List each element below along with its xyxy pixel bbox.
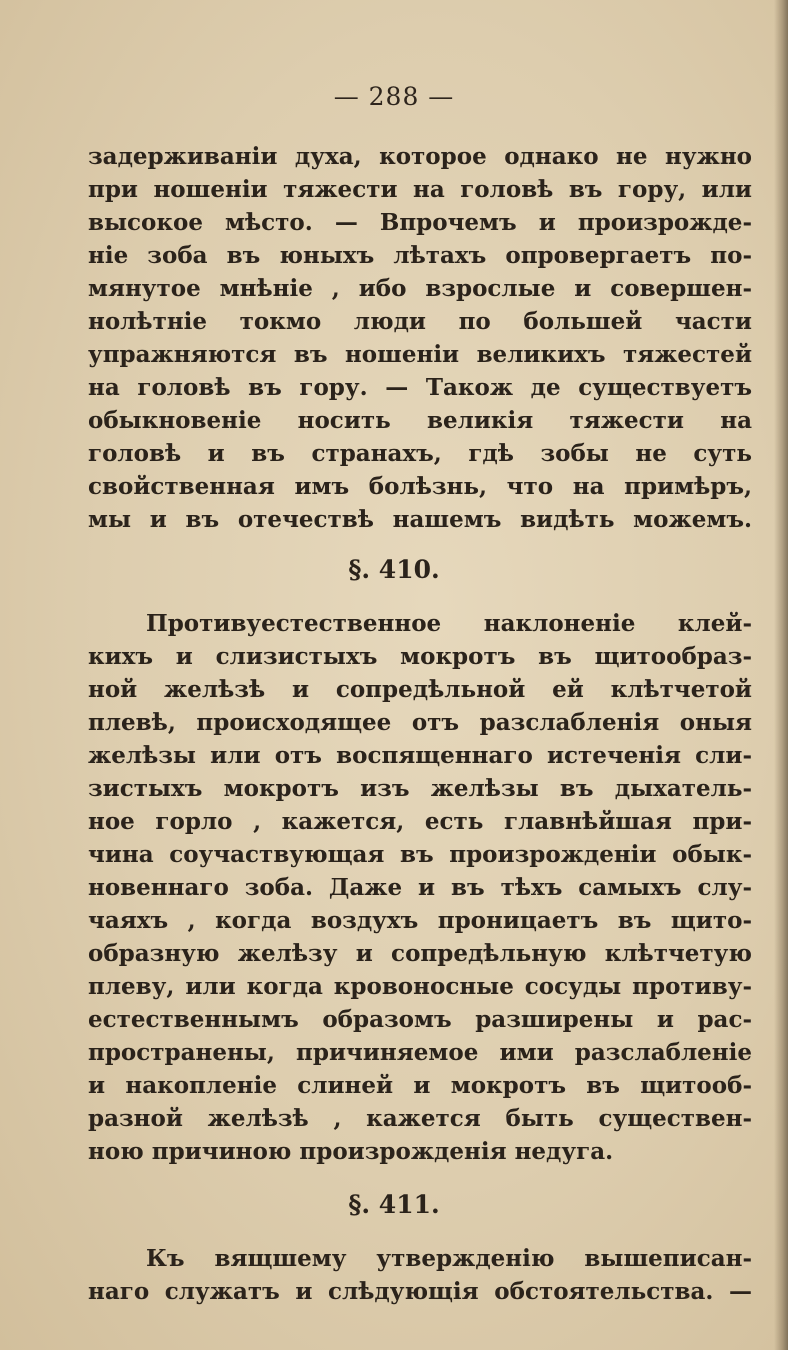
paragraph-411 [88,1242,752,1308]
text-line: плевѣ, происходящее отъ разслабленія оныя [88,709,752,736]
page-edge-shadow [774,0,788,1350]
text-line: плеву, или когда кровоносные сосуды противу- [88,973,752,1000]
text-line: чина соучаствующая въ произрожденіи обык- [88,841,752,868]
paragraph-410 [88,607,752,1168]
text-line: задерживаніи духа, которое однако не нужно [88,143,752,170]
text-line: разной желѣзѣ , кажется быть существен- [88,1105,752,1132]
section-heading-410: §. 410. [348,555,440,584]
text-line: желѣзы или отъ воспященнаго истеченія сли- [88,742,752,769]
text-line: пространены, причиняемое ими разслабленіе [88,1039,752,1066]
paragraph-top [88,140,752,536]
text-line: ною причиною произрожденія недуга. [88,1138,614,1165]
text-line: нолѣтніе токмо люди по большей части [88,308,752,335]
text-line: и накопленіе слиней и мокротъ въ щитооб- [88,1072,752,1099]
text-line: ной желѣзѣ и сопредѣльной ей клѣтчетой [88,676,752,703]
text-line: упражняются въ ношеніи великихъ тяжестей [88,341,752,368]
text-line: головѣ и въ странахъ, гдѣ зобы не суть [88,440,752,467]
text-line: кихъ и слизистыхъ мокротъ въ щитообраз- [88,643,752,670]
text-line: при ношеніи тяжести на головѣ въ гору, или [88,176,752,203]
text-line: ное горло , кажется, есть главнѣйшая при- [88,808,752,835]
text-line: Противуестественное наклоненіе клей- [146,610,752,637]
text-line: образную желѣзу и сопредѣльную клѣтчетую [88,940,752,967]
text-line: естественнымъ образомъ разширены и рас- [88,1006,752,1033]
text-line: свойственная имъ болѣзнь, что на примѣръ, [88,473,752,500]
text-line: ніе зоба въ юныхъ лѣтахъ опровергаетъ по- [88,242,752,269]
text-line: на головѣ въ гору. — Також де существуетъ [88,374,752,401]
text-line: новеннаго зоба. Даже и въ тѣхъ самыхъ слу- [88,874,752,901]
text-line: мы и въ отечествѣ нашемъ видѣть можемъ. [88,506,752,533]
section-heading-411: §. 411. [348,1190,440,1219]
text-line: Къ вящшему утвержденію вышеписан- [146,1245,752,1272]
text-line: обыкновеніе носить великія тяжести на [88,407,752,434]
text-line: высокое мѣсто. — Впрочемъ и произрожде- [88,209,752,236]
text-line: наго служатъ и слѣдующія обстоятельства. — [88,1278,752,1305]
page-number: — 288 — [333,82,455,111]
text-line: мянутое мнѣніе , ибо взрослые и совершен- [88,275,752,302]
text-line: зистыхъ мокротъ изъ желѣзы въ дыхатель- [88,775,752,802]
text-line: чаяхъ , когда воздухъ проницаетъ въ щито- [88,907,752,934]
